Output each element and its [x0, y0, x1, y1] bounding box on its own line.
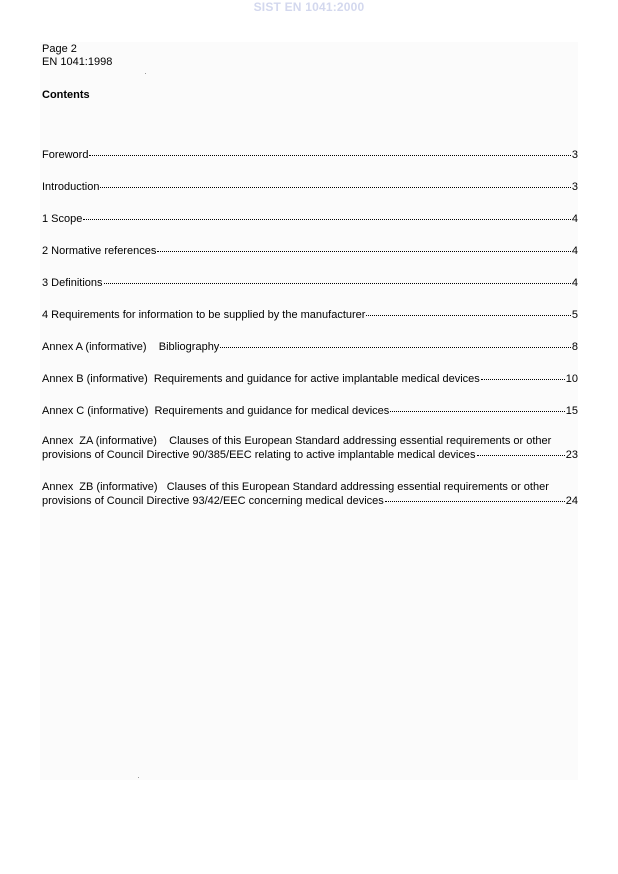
toc-entry-title-line2: provisions of Council Directive 93/42/EEC concerning medical devices [42, 495, 384, 507]
toc-entry-annex-zb[interactable] [42, 480, 578, 508]
page-number-label: Page 2 [42, 43, 77, 55]
toc-entry-requirements[interactable] [42, 308, 578, 322]
toc-page-number: 8 [571, 341, 578, 353]
toc-entry-title: 4 Requirements for information to be supplied by the manufacturer [42, 309, 366, 321]
toc-leader-dots [366, 315, 570, 316]
toc-leader-dots [100, 187, 570, 188]
toc-page-number: 15 [565, 405, 578, 417]
toc-leader-dots [89, 155, 570, 156]
toc-page-number: 3 [571, 149, 578, 161]
toc-entry-annex-a[interactable] [42, 340, 578, 354]
toc-entry-normative-references[interactable] [42, 244, 578, 258]
toc-entry-definitions[interactable] [42, 276, 578, 290]
toc-entry-annex-b[interactable] [42, 372, 578, 386]
toc-page-number: 4 [571, 277, 578, 289]
toc-page-number: 5 [571, 309, 578, 321]
toc-leader-dots [481, 379, 565, 380]
toc-page-number: 4 [571, 245, 578, 257]
toc-leader-dots [390, 411, 564, 412]
toc-page-number: 3 [571, 181, 578, 193]
toc-entry-title: Introduction [42, 181, 100, 193]
watermark: SIST EN 1041:2000 [253, 0, 365, 14]
toc-entry-title-line1: Annex ZB (informative) Clauses of this European Standard addressing essential requirements or other [42, 481, 549, 493]
toc-entry-title: Annex C (informative) Requirements and guidance for medical devices [42, 405, 390, 417]
toc-entry-foreword[interactable] [42, 148, 578, 162]
toc-entry-title: Annex B (informative) Requirements and guidance for active implantable medical devices [42, 373, 480, 385]
page-header [42, 43, 112, 69]
toc-entry-title: 2 Normative references [42, 245, 157, 257]
toc-leader-dots [385, 501, 565, 502]
toc-entry-title-line2: provisions of Council Directive 90/385/EEC relating to active implantable medical devices [42, 449, 476, 461]
toc-entry-title: Annex A (informative) Bibliography [42, 341, 220, 353]
toc-leader-dots [477, 455, 565, 456]
toc-entry-annex-za[interactable] [42, 434, 578, 462]
scan-speck [138, 777, 139, 778]
toc-page-number: 4 [571, 213, 578, 225]
toc-entry-introduction[interactable] [42, 180, 578, 194]
toc-entry-title: 3 Definitions [42, 277, 103, 289]
toc-entry-scope[interactable] [42, 212, 578, 226]
toc-entry-title-line1: Annex ZA (informative) Clauses of this European Standard addressing essential requirements or other [42, 435, 552, 447]
scan-speck [145, 73, 146, 74]
toc-page-number: 24 [565, 495, 578, 507]
toc-entry-title: 1 Scope [42, 213, 83, 225]
toc-entry-title: Foreword [42, 149, 89, 161]
toc-leader-dots [157, 251, 571, 252]
toc-page-number: 10 [565, 373, 578, 385]
toc-entry-annex-c[interactable] [42, 404, 578, 418]
contents-heading: Contents [42, 89, 90, 101]
toc-page-number: 23 [565, 449, 578, 461]
toc-leader-dots [104, 283, 571, 284]
toc-leader-dots [83, 219, 571, 220]
standard-designation: EN 1041:1998 [42, 56, 113, 68]
toc-leader-dots [220, 347, 571, 348]
